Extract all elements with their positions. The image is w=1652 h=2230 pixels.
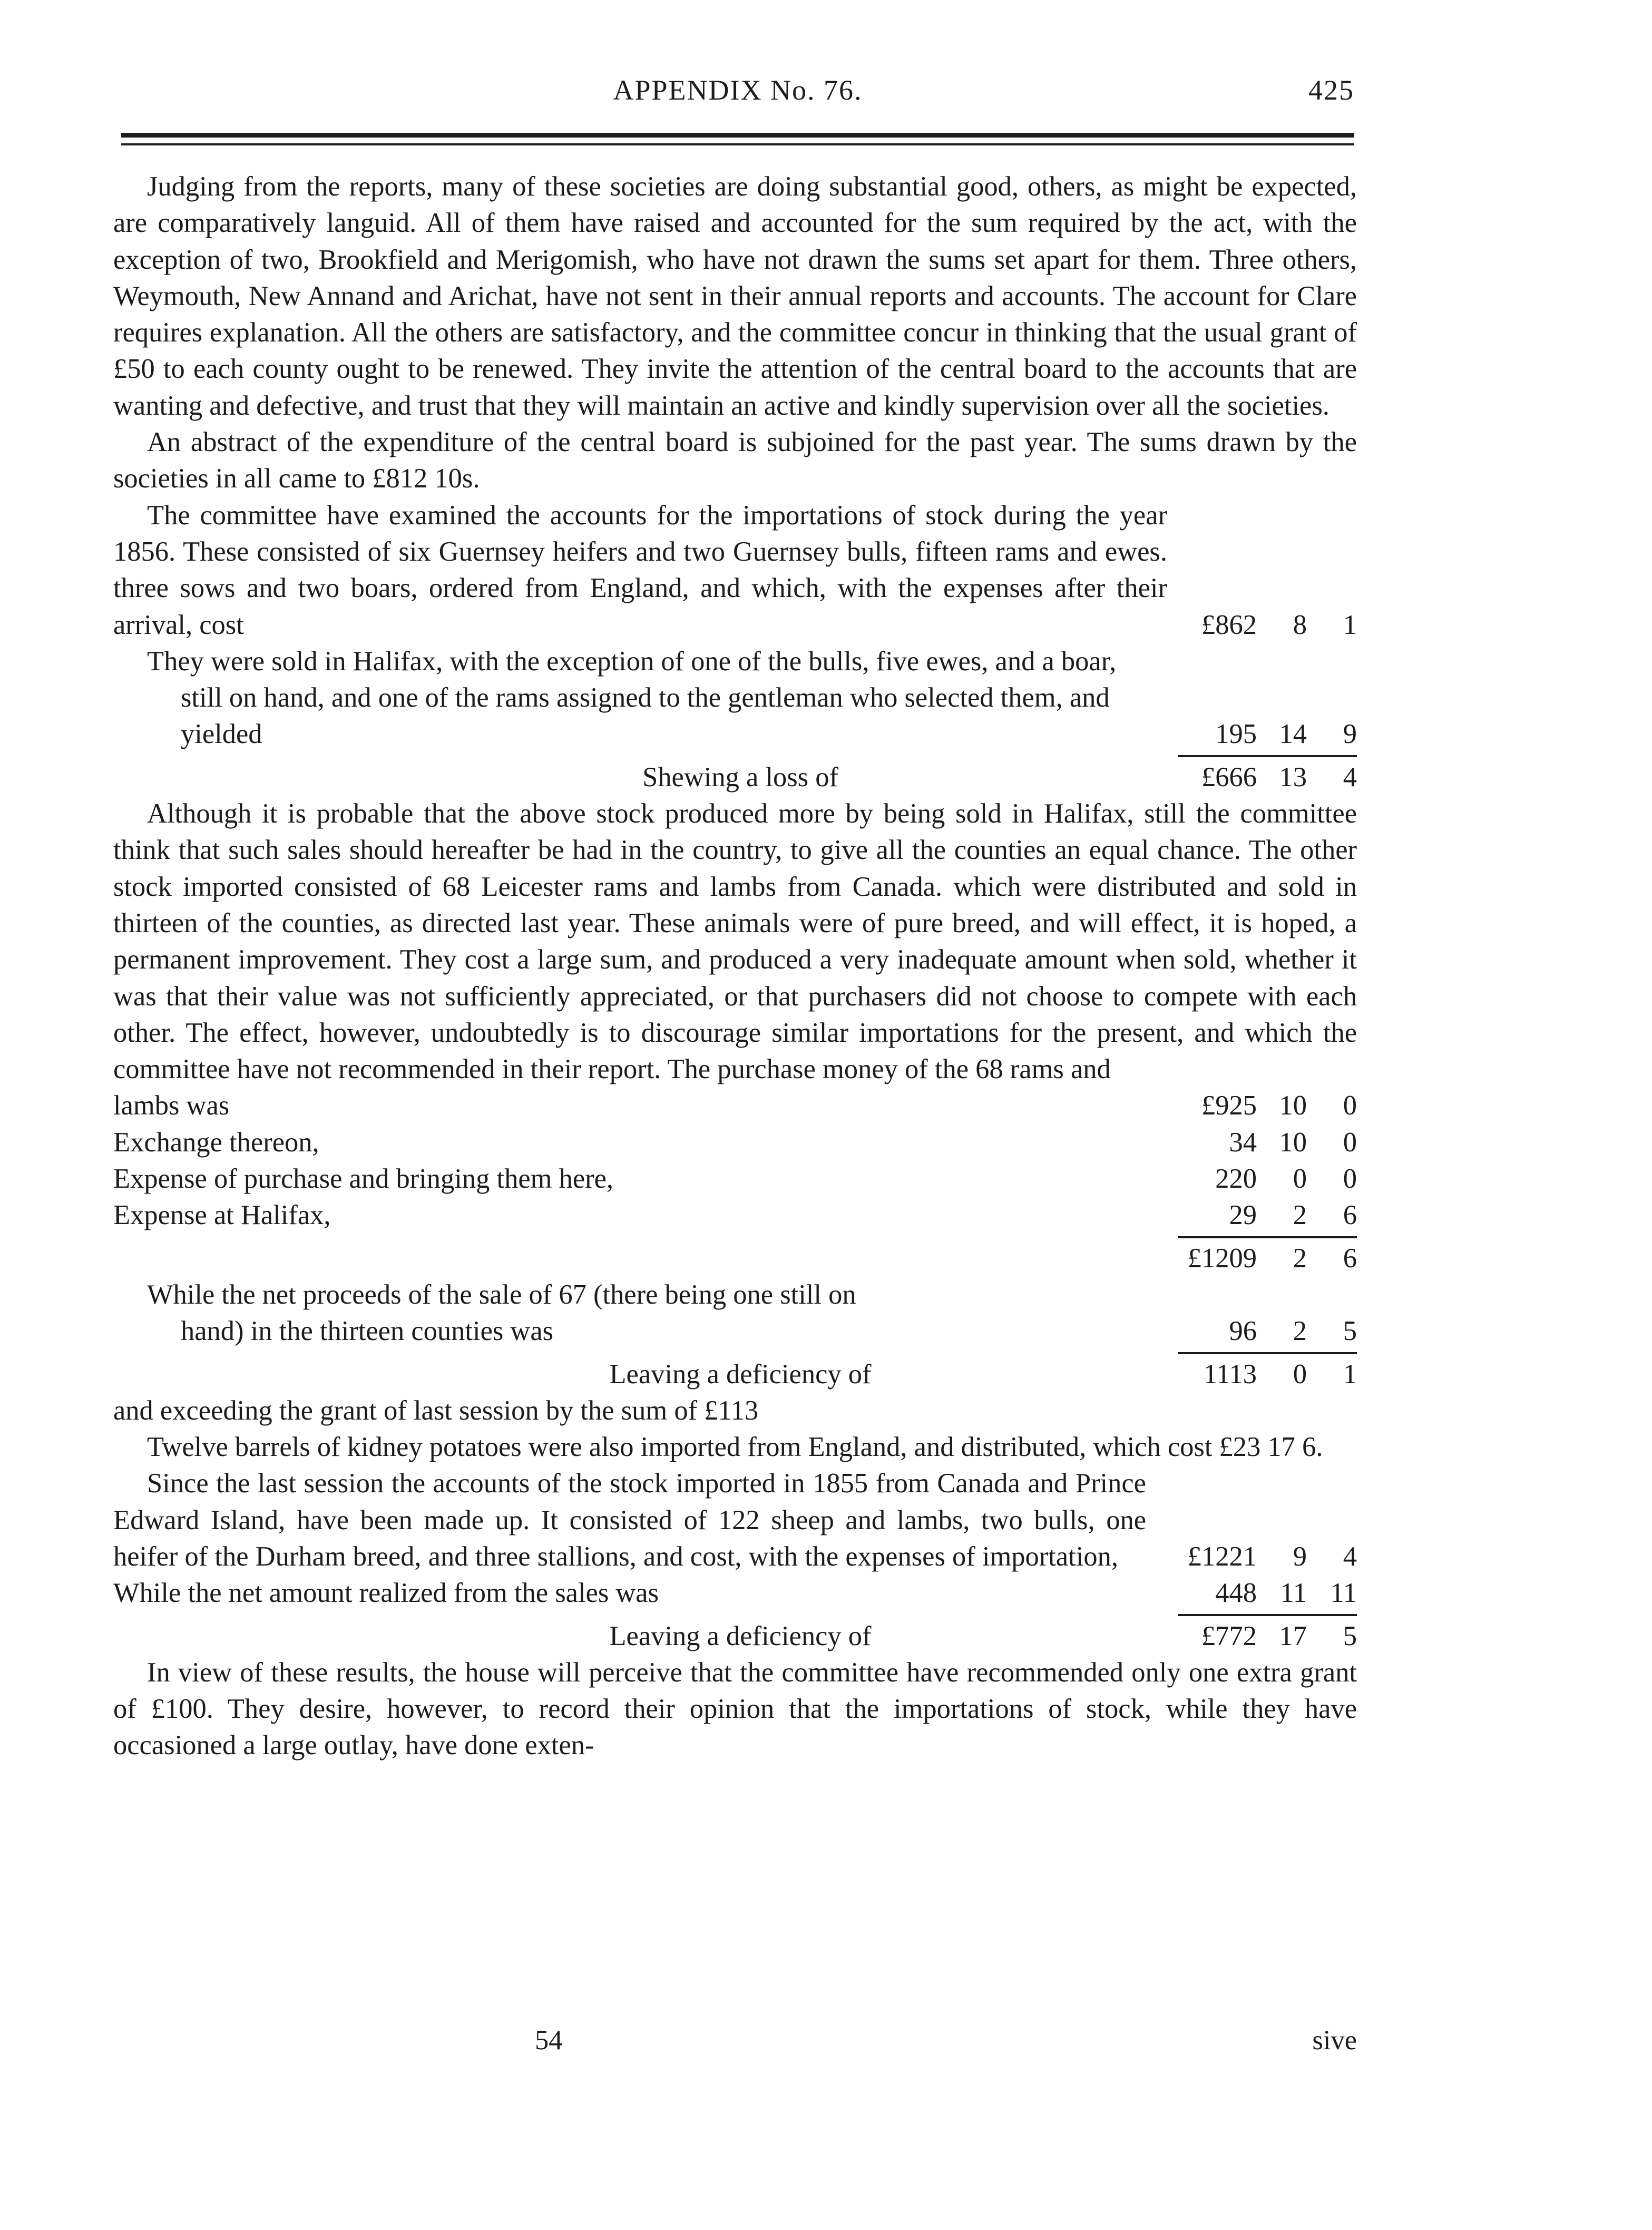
paragraph-1855: Since the last session the accounts of the stock imported in 1855 from Canada and Prince Edward Island, have been made up. It consisted of 122 sheep and lambs, two bulls, one heifer of the Durham breed, and three stallions, and cost, with the expenses of importation, bbox=[113, 1468, 1146, 1572]
header-rule-thick bbox=[121, 133, 1354, 138]
account-line-loss bbox=[113, 759, 1357, 796]
text-proceeds: While the net proceeds of the sale of 67 (there being one still on hand) in the thirteen counties was bbox=[147, 1279, 856, 1347]
account-line-lambs: lambs was £925 10 0 bbox=[113, 1090, 1357, 1121]
amount-proceeds: 96 2 5 bbox=[1229, 1316, 1357, 1347]
paragraph-abstract: An abstract of the expenditure of the central board is subjoined for the past year. The sums drawn by the societies in all came to £812 10s. bbox=[113, 427, 1357, 494]
amount-cost: £862 8 1 bbox=[1201, 609, 1357, 640]
page-footer bbox=[113, 2024, 1357, 2061]
page-number: 425 bbox=[1308, 74, 1354, 106]
account-line-total bbox=[113, 1240, 1357, 1277]
page-header bbox=[121, 74, 1354, 116]
running-title: APPENDIX No. 76. bbox=[613, 74, 863, 106]
text-sold-halifax: They were sold in Halifax, with the exception of one of the bulls, five ewes, and a boar, still on hand, and one of the rams assigned to the gentleman who selected them, and yielded bbox=[147, 645, 1117, 750]
account-line-exchange: Exchange thereon, 34 10 0 bbox=[113, 1127, 1357, 1158]
account-line-halifax: Expense at Halifax, 29 2 6 bbox=[113, 1200, 1357, 1231]
paragraph-societies: Judging from the reports, many of these societies are doing substantial good, others, as might be expected, are comparatively languid. All of them have raised and accounted for the sum required by the act, with the exception of two, Brookfield and Merigomish, who have not drawn the sums set apart for them. Three others, Weymouth, New Annand and Arichat, have not sent in their annual reports and accounts. The account for Clare requires explanation. All the others are satisfactory, and the committee concur in thinking that the usual grant of £50 to each county ought to be renewed. They invite the attention of the central board to the accounts that are wanting and defective, and trust that they will maintain an active and kindly supervision over all the societies. bbox=[113, 171, 1357, 421]
label-loss: Shewing a loss of bbox=[642, 761, 838, 793]
amount-deficiency: 1113 0 1 bbox=[1203, 1358, 1357, 1390]
paragraph-potatoes: Twelve barrels of kidney potatoes were also imported from England, and distributed, which cost £23 17 6. bbox=[147, 1432, 1323, 1463]
account-line-yielded bbox=[113, 643, 1357, 753]
sum-rule bbox=[113, 1350, 1357, 1356]
header-rule-thin bbox=[121, 143, 1354, 145]
account-line-1855-cost bbox=[113, 1465, 1357, 1575]
account-line-deficiency-2: Leaving a deficiency of £772 17 5 bbox=[113, 1618, 1357, 1655]
page-body bbox=[113, 169, 1357, 1764]
amount-loss: £666 13 4 bbox=[1201, 761, 1357, 793]
account-line-purchase: Expense of purchase and bringing them here, 220 0 0 bbox=[113, 1163, 1357, 1195]
sum-rule bbox=[113, 753, 1357, 759]
amount-1855-cost: £1221 9 4 bbox=[1187, 1541, 1357, 1572]
sum-rule bbox=[113, 1612, 1357, 1618]
paragraph-results: In view of these results, the house will perceive that the committee have recommended only one extra grant of £100. They desire, however, to record their opinion that the importations of stock, while they have occasioned a large outlay, have done exten- bbox=[113, 1657, 1357, 1761]
account-line-realized: While the net amount realized from the sales was 448 11 11 bbox=[113, 1575, 1357, 1611]
paragraph-leicester: Although it is probable that the above stock produced more by being sold in Halifax, still the committee think that such sales should hereafter be had in the country, to give all the counties an equal chance. The other stock imported consisted of 68 Leicester rams and lambs from Canada. which were distributed and sold in thirteen of the counties, as directed last year. These animals were of pure breed, and will effect, it is hoped, a permanent improvement. They cost a large sum, and produced a very inadequate amount when sold, whether it was that their value was not sufficiently appreciated, or that purchasers did not choose to compete with each other. The effect, however, undoubtedly is to discourage similar importations for the present, and which the committee have not recommended in their report. The purchase money of the 68 rams and bbox=[113, 798, 1357, 1085]
text-exceeding: and exceeding the grant of last session by the sum of £113 bbox=[113, 1395, 759, 1426]
amount-realized: 448 11 11 bbox=[1215, 1578, 1357, 1609]
amount-total: £1209 2 6 bbox=[1187, 1243, 1357, 1274]
sum-rule bbox=[113, 1234, 1357, 1240]
amount-yielded: 195 14 9 bbox=[1215, 719, 1357, 750]
account-line-proceeds bbox=[113, 1277, 1357, 1350]
account-line-cost bbox=[113, 497, 1357, 643]
account-line-deficiency: Leaving a deficiency of 1113 0 1 bbox=[113, 1356, 1357, 1393]
amount-deficiency-2: £772 17 5 bbox=[1201, 1620, 1357, 1651]
paragraph-importations: The committee have examined the accounts for the importations of stock during the year 1856. These consisted of six Guernsey heifers and two Guernsey bulls, fifteen rams and ewes. three sows and two boars, ordered from England, and which, with the expenses after their arrival, cost bbox=[113, 500, 1167, 640]
catchword: sive bbox=[1312, 2025, 1357, 2056]
signature-mark: 54 bbox=[535, 2025, 563, 2056]
